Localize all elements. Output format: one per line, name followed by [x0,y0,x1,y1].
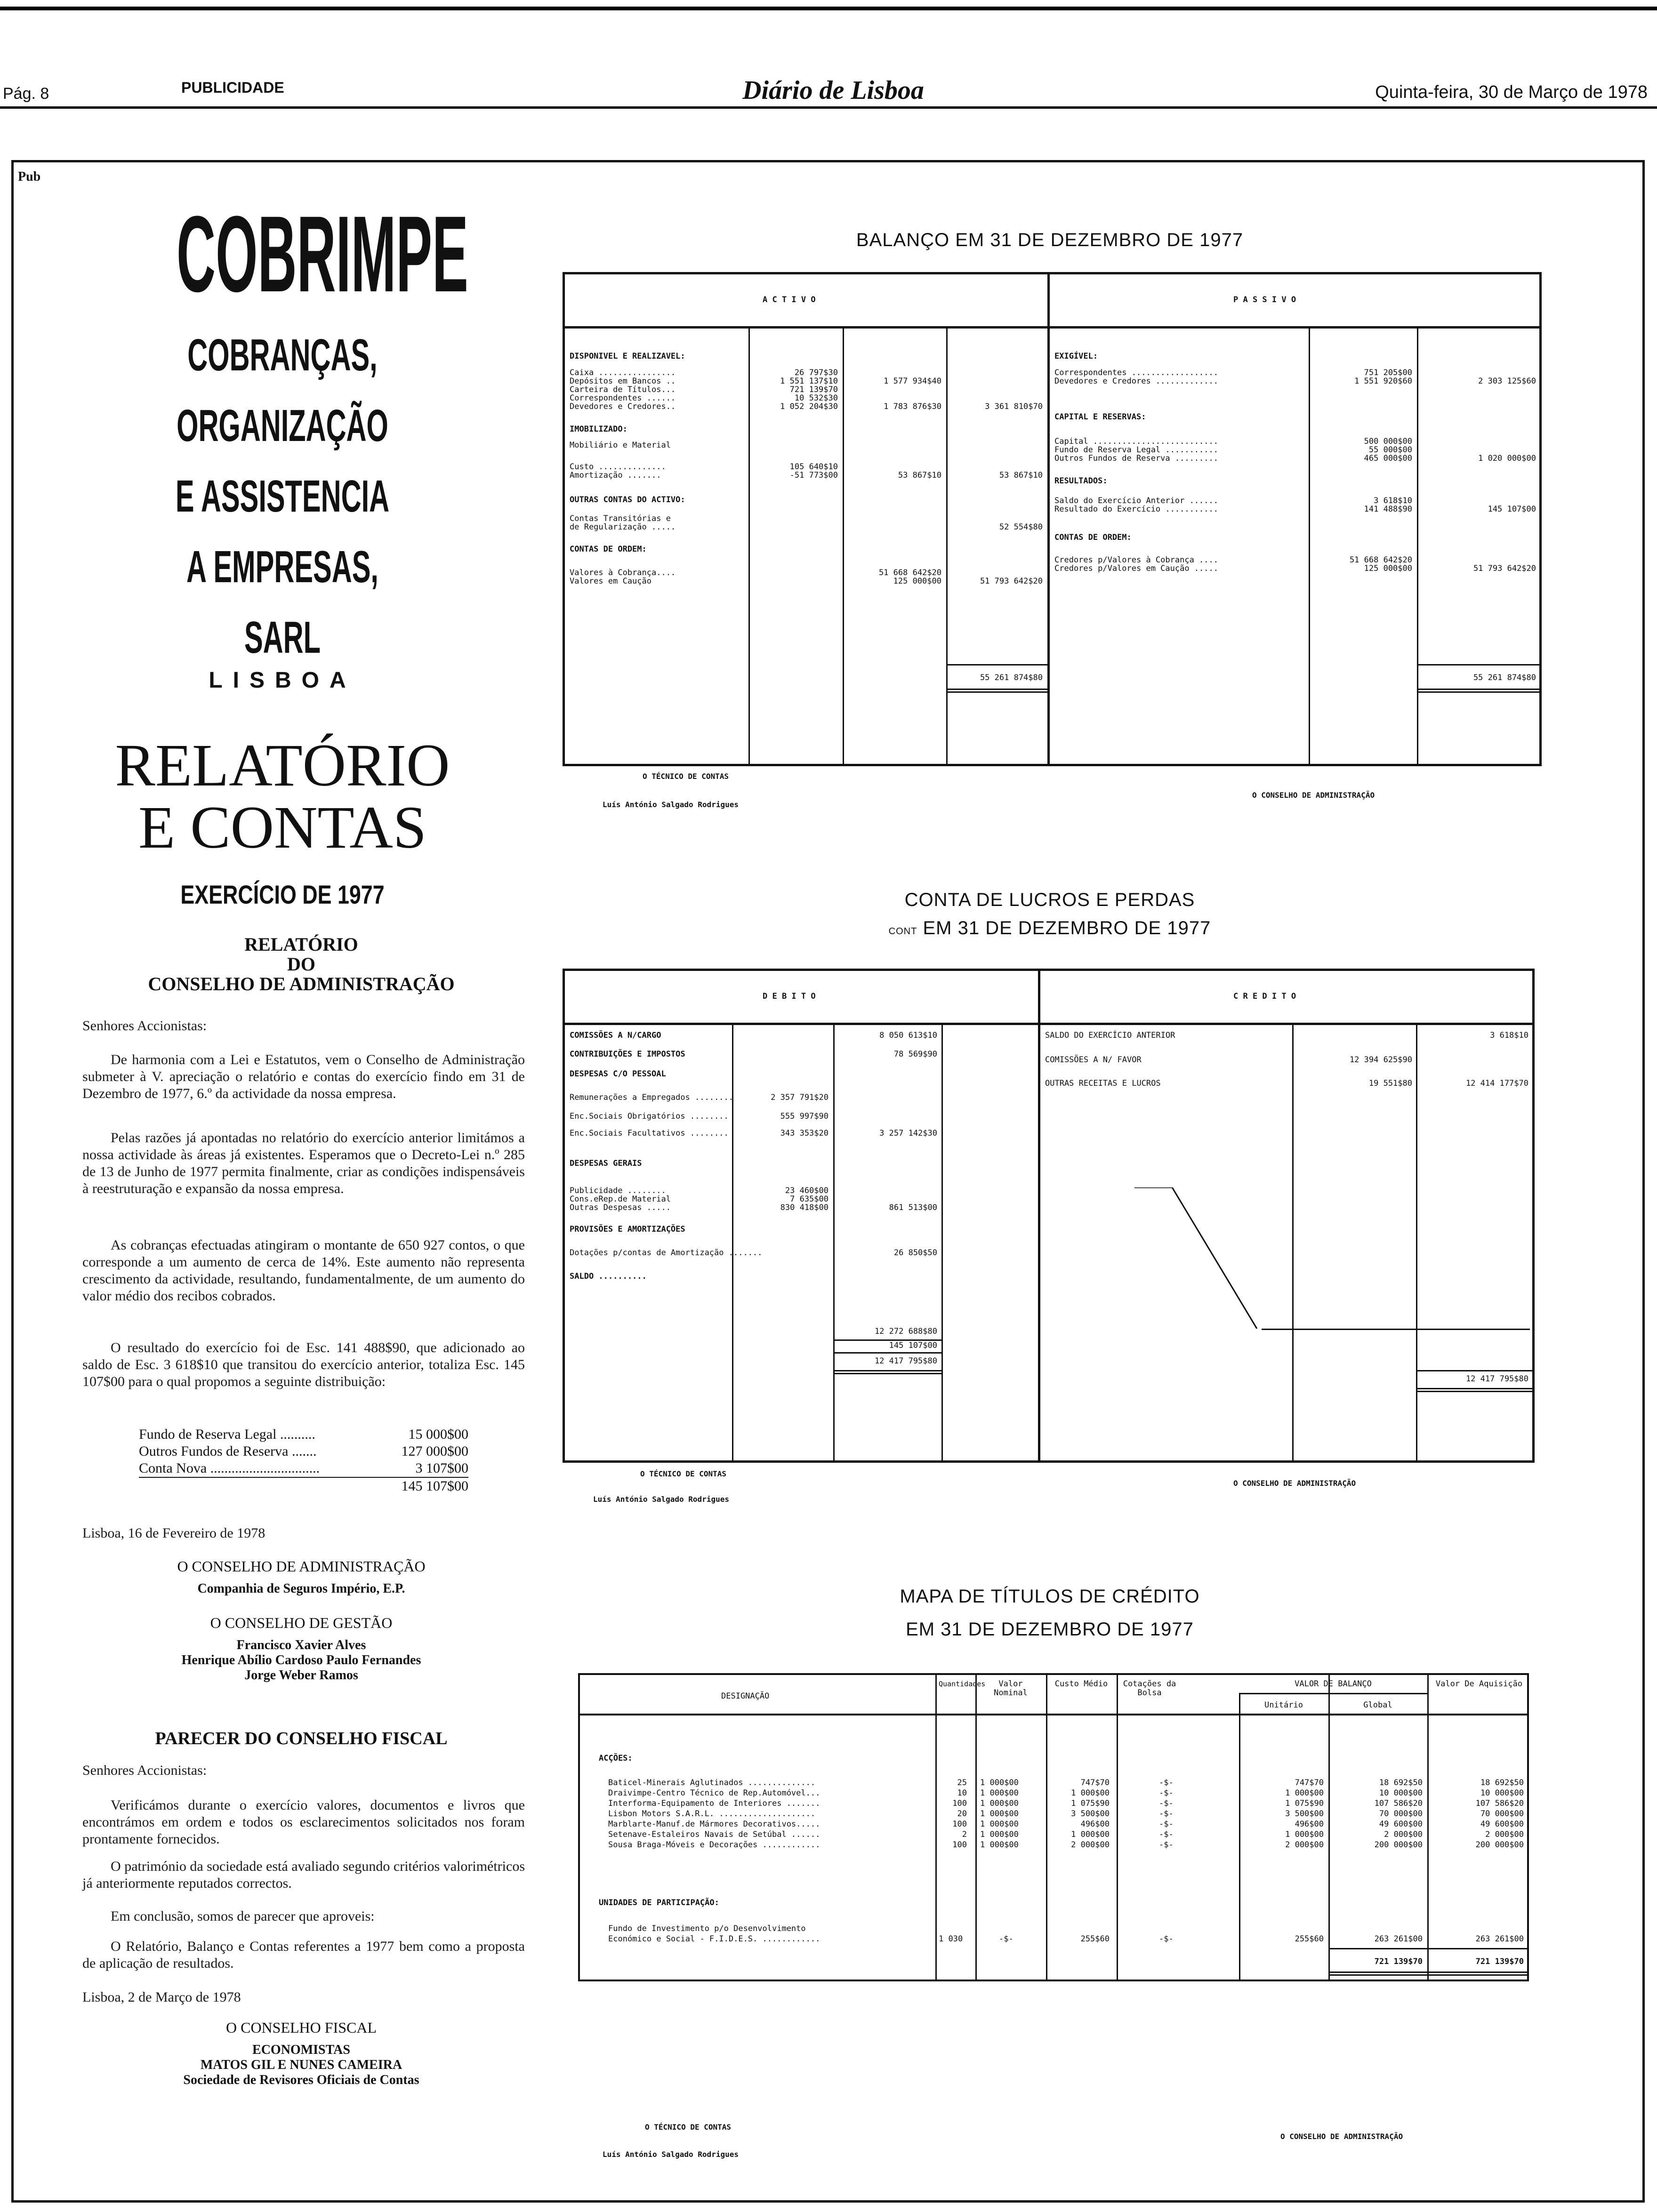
report-title [71,732,494,861]
passivo-col1-value: 141 488$90 [1364,505,1412,514]
debito-row-label: CONTRIBUIÇÕES E IMPOSTOS [570,1050,685,1059]
activo-col1-value: 1 052 204$30 [780,402,838,411]
place-date: Lisboa, 2 de Março de 1978 [82,1989,241,2005]
pub-label: Pub [18,169,41,184]
balanco-title: BALANÇO EM 31 DE DEZEMBRO DE 1977 [856,230,1244,250]
total-aquisicao: 721 139$70 [1475,1957,1524,1966]
debito-row-label: Remunerações a Empregados ........ [570,1093,733,1102]
activo-col2-value: 51 668 642$20 [878,568,941,577]
debito-row-label: Dotações p/contas de Amortização ....... [570,1248,763,1258]
credito-total: 12 417 795$80 [1465,1374,1528,1384]
col-quantidades: Quantidades [939,1680,986,1688]
column-divider [1047,274,1050,764]
passivo-row-label: Devedores e Credores ............. [1054,377,1218,386]
activo-row-label: Carteira de Títulos... [570,385,676,394]
distribution-label: Fundo de Reserva Legal .......... [139,1427,315,1442]
accao-unitario: 1 075$90 [1285,1799,1324,1808]
column-divider [833,1023,835,1460]
subtitle-line: A EMPRESAS, [186,542,378,592]
accao-cotacao: -$- [1159,1819,1174,1829]
tecnico-label: O TÉCNICO DE CONTAS [640,1469,727,1478]
tecnico-name: Luís António Salgado Rodrigues [593,1495,729,1504]
activo-total: 55 261 874$80 [980,673,1043,682]
debito-col2-value: 26 850$50 [893,1248,937,1258]
activo-col1-value: -51 773$00 [789,471,838,480]
fiscal-member: MATOS GIL E NUNES CAMEIRA [200,2058,402,2072]
debito-total: 12 417 795$80 [874,1356,937,1366]
column-divider [935,1675,937,1980]
fides-aquisicao: 263 261$00 [1475,1934,1524,1944]
subtitle-line: SARL [244,612,321,663]
activo-row-label: Devedores e Credores.. [570,402,676,411]
passivo-col1-value: 3 618$10 [1374,496,1412,505]
fides-nominal: -$- [999,1934,1014,1944]
report-heading [71,935,532,994]
total-rule [946,664,1047,665]
debito-row-label: DESPESAS GERAIS [570,1159,642,1168]
activo-col2-value: 125 000$00 [893,577,941,586]
subtitle-line: ORGANIZAÇÃO [177,401,388,451]
passivo-total: 55 261 874$80 [1473,673,1536,682]
column-divider [941,1023,943,1460]
accao-aquisicao: 107 586$20 [1475,1799,1524,1808]
column-divider [1328,1675,1330,1980]
report-heading-line: DO [287,954,315,975]
total-rule [833,1370,941,1371]
column-divider [748,326,750,764]
accao-aquisicao: 18 692$50 [1480,1778,1524,1787]
distribution-row [139,1443,468,1460]
passivo-col1-value: 465 000$00 [1364,454,1412,463]
board-title: O CONSELHO DE ADMINISTRAÇÃO [177,1558,426,1575]
fiscal-member: ECONOMISTAS [252,2043,350,2057]
lucros-subtitle-prefix: CONT [888,926,917,937]
passivo-row-label: Credores p/Valores à Cobrança .... [1054,555,1218,565]
accao-qty: 10 [957,1788,967,1798]
page-number: Pág. 8 [3,85,49,103]
exercise-label [71,879,494,910]
issue-date: Quinta-feira, 30 de Março de 1978 [1375,82,1648,102]
distribution-table [139,1426,468,1495]
accao-unitario: 1 000$00 [1285,1830,1324,1839]
debito-row-label: Publicidade ........ [570,1186,666,1195]
passivo-col1-value: 125 000$00 [1364,564,1412,573]
debito-row-label: SALDO .......... [570,1272,647,1281]
total-rule [1262,1329,1530,1330]
fides-line1: Fundo de Investimento p/o Desenvolvimento [608,1924,806,1933]
credito-col2-value: 12 414 177$70 [1465,1079,1528,1088]
accao-global: 10 000$00 [1379,1788,1423,1798]
activo-col2-value: 53 867$10 [898,471,941,480]
accao-qty: 100 [952,1819,967,1829]
lucros-title: CONTA DE LUCROS E PERDAS [904,890,1195,910]
distribution-row [139,1426,468,1443]
fiscal-member: Sociedade de Revisores Oficiais de Contas [183,2073,419,2087]
distribution-value: 127 000$00 [401,1443,468,1459]
activo-row-label: Contas Transitórias e [570,514,671,523]
report-paragraph: O resultado do exercício foi de Esc. 141 488$90, que adicionado ao saldo de Esc. 3 618$10 que transitou do exercício anterior, totaliza Esc. 145 107$00 para o qual propomos a seguinte distribuição: [82,1340,525,1389]
credito-header: C R E D I T O [1233,992,1296,1001]
passivo-col1-value: 500 000$00 [1364,437,1412,446]
column-divider [1427,1675,1429,1980]
debito-col2-value: 78 569$90 [893,1050,937,1059]
debito-row-label: PROVISÕES E AMORTIZAÇÕES [570,1225,685,1234]
accao-name: Setenave-Estaleiros Navais de Setúbal ...... [608,1830,820,1839]
accao-unitario: 3 500$00 [1285,1809,1324,1819]
accao-aquisicao: 49 600$00 [1480,1819,1524,1829]
passivo-col1-value: 751 205$00 [1364,368,1412,377]
credito-row-label: COMISSÕES A N/ FAVOR [1045,1055,1142,1065]
total-rule [833,1352,941,1354]
accao-global: 70 000$00 [1379,1809,1423,1819]
cancel-line [1134,1187,1266,1338]
conselho-label: O CONSELHO DE ADMINISTRAÇÃO [1280,2132,1403,2141]
unidades-label: UNIDADES DE PARTICIPAÇÃO: [599,1898,719,1907]
lucros-subtitle-text: EM 31 DE DEZEMBRO DE 1977 [923,918,1211,938]
total-rule [833,1373,941,1374]
activo-row-label: DISPONIVEL E REALIZAVEL: [570,352,685,361]
titulos-table [578,1673,1529,1981]
accao-name: Sousa Braga-Móveis e Decorações ............ [608,1840,820,1850]
column-divider [1417,326,1418,764]
credito-col1-value: 12 394 625$90 [1349,1055,1412,1065]
place-date: Lisboa, 16 de Fevereiro de 1978 [82,1525,265,1541]
exercise-text: EXERCÍCIO DE 1977 [180,880,385,909]
passivo-row-label: Saldo do Exercício Anterior ...... [1054,496,1218,505]
activo-row-label: de Regularização ..... [570,522,676,532]
passivo-row-label: Outros Fundos de Reserva ......... [1054,454,1218,463]
accao-qty: 25 [957,1778,967,1787]
debito-row-label: Outras Despesas ..... [570,1203,671,1212]
report-heading-line: RELATÓRIO [244,934,358,955]
debito-subtotal: 12 272 688$80 [874,1327,937,1336]
col-designacao: DESIGNAÇÃO [721,1691,770,1701]
titulos-subtitle: EM 31 DE DEZEMBRO DE 1977 [906,1619,1194,1640]
column-divider [1046,1675,1047,1980]
activo-row-label: Correspondentes ...... [570,393,676,403]
accao-aquisicao: 10 000$00 [1480,1788,1524,1798]
passivo-header: P A S S I V O [1233,295,1296,305]
activo-row-label: Valores em Caução [570,577,652,586]
passivo-row-label: Capital .......................... [1054,437,1218,446]
debito-col1-value: 2 357 791$20 [771,1093,828,1102]
debito-col2-value: 861 513$00 [889,1203,937,1212]
accao-custo: 1 075$90 [1071,1799,1110,1808]
debito-col1-value: 343 353$20 [780,1129,828,1138]
debito-row-label: Enc.Sociais Obrigatórios ........ [570,1112,729,1121]
accao-custo: 496$00 [1080,1819,1110,1829]
report-title-line: RELATÓRIO [115,732,450,799]
fiscal-paragraph: Em conclusão, somos de parecer que aproveis: [111,1908,375,1924]
column-divider [975,1675,977,1980]
total-rule [1328,1972,1527,1973]
header-rule [1239,1693,1427,1694]
total-rule [946,691,1047,693]
company-name [71,193,494,314]
balanco-table [563,272,1542,766]
fiscal-paragraph: Verificámos durante o exercício valores, documentos e livros que encontrámos em ordem e todos os esclarecimentos solicitados nos foram prontamente fornecidos. [82,1797,525,1847]
accao-name: Draivimpe-Centro Técnico de Rep.Automóvel... [608,1788,820,1798]
col-global: Global [1363,1700,1392,1710]
debito-saldo: 145 107$00 [889,1341,937,1350]
fiscal-heading: PARECER DO CONSELHO FISCAL [155,1729,448,1748]
subtitle-line: COBRANÇAS, [187,330,378,380]
passivo-row-label: Fundo de Reserva Legal ........... [1054,445,1218,455]
activo-row-label: CONTAS DE ORDEM: [570,545,647,554]
debito-col1-value: 23 460$00 [785,1186,828,1195]
debito-row-label: COMISSÕES A N/CARGO [570,1031,661,1040]
passivo-col2-value: 51 793 642$20 [1473,564,1536,573]
column-divider [1239,1693,1240,1980]
board-member: Companhia de Seguros Império, E.P. [197,1581,405,1596]
accao-cotacao: -$- [1159,1788,1174,1798]
activo-header: A C T I V O [763,295,816,305]
cancel-stroke [1134,1187,1257,1329]
total-rule [1328,1948,1527,1949]
conselho-label: O CONSELHO DE ADMINISTRAÇÃO [1252,791,1375,800]
subtitle-line: E ASSISTENCIA [175,471,390,521]
debito-col1-value: 830 418$00 [780,1203,828,1212]
fides-global: 263 261$00 [1374,1934,1423,1944]
board-member: Henrique Abílio Cardoso Paulo Fernandes [181,1653,421,1667]
page-header [0,0,1657,122]
fiscal-board-title: O CONSELHO FISCAL [225,2019,377,2036]
distribution-row [139,1460,468,1477]
accao-custo: 1 000$00 [1071,1830,1110,1839]
passivo-row-label: Resultado do Exercício ........... [1054,505,1218,514]
header-top-rule [0,7,1657,10]
tecnico-label: O TÉCNICO DE CONTAS [643,772,729,781]
activo-row-label: Amortização ....... [570,471,661,480]
accao-nominal: 1 000$00 [980,1799,1019,1808]
activo-col1-value: 26 797$30 [794,368,838,377]
activo-row-label: Valores à Cobrança.... [570,568,676,577]
total-rule [1417,691,1539,693]
accao-qty: 2 [962,1830,967,1839]
accao-global: 2 000$00 [1384,1830,1423,1839]
col-cotacoes: Cotações da Bolsa [1123,1679,1176,1698]
newspaper-title: Diário de Lisboa [742,76,924,105]
activo-col1-value: 105 640$10 [789,462,838,472]
debito-row-label: Cons.eRep.de Material [570,1194,671,1204]
tecnico-name: Luís António Salgado Rodrigues [603,2150,739,2159]
passivo-col1-value: 51 668 642$20 [1349,555,1412,565]
passivo-row-label: Correspondentes .................. [1054,368,1218,377]
activo-col3-value: 53 867$10 [999,471,1043,480]
debito-row-label: Enc.Sociais Facultativos ........ [570,1129,729,1138]
column-divider [1117,1675,1118,1980]
col-valor-balanco: VALOR DE BALANÇO [1295,1679,1372,1689]
accao-name: Marblarte-Manuf.de Mármores Decorativos..... [608,1819,820,1829]
col-valor-aquisicao: Valor De Aquisição [1435,1679,1523,1689]
distribution-label: Conta Nova ............................... [139,1460,320,1476]
activo-col3-value: 51 793 642$20 [980,577,1043,586]
accao-nominal: 1 000$00 [980,1778,1019,1787]
passivo-row-label: CAPITAL E RESERVAS: [1054,412,1146,422]
accao-qty: 100 [952,1799,967,1808]
company-subtitle [71,320,494,673]
distribution-value: 3 107$00 [415,1460,468,1476]
accao-global: 200 000$00 [1374,1840,1423,1850]
accao-qty: 100 [952,1840,967,1850]
activo-col3-value: 52 554$80 [999,522,1043,532]
board-member: Jorge Weber Ramos [244,1668,358,1683]
lucros-subtitle [555,918,1544,939]
activo-col2-value: 1 577 934$40 [884,377,941,386]
header-rule [565,1023,1532,1025]
column-divider [1038,971,1040,1460]
header-rule [565,326,1539,329]
debito-header: D E B I T O [763,992,816,1001]
column-divider [1292,1023,1294,1460]
column-divider [1309,326,1310,764]
activo-col1-value: 1 551 137$10 [780,377,838,386]
col-unitario: Unitário [1264,1700,1303,1710]
accao-unitario: 1 000$00 [1285,1788,1324,1798]
accao-unitario: 496$00 [1295,1819,1324,1829]
management-board-title: O CONSELHO DE GESTÃO [210,1614,393,1631]
header-rule [580,1714,1527,1715]
fides-name: Económico e Social - F.I.D.E.S. ............ [608,1934,820,1944]
debito-col2-value: 3 257 142$30 [879,1129,937,1138]
tecnico-name: Luís António Salgado Rodrigues [603,800,739,809]
passivo-col1-value: 55 000$00 [1368,445,1412,455]
total-rule [1328,1974,1527,1976]
fiscal-paragraph: O património da sociedade está avaliado segundo critérios valorimétricos já anteriormente reputados correctos. [82,1859,525,1891]
column-divider [1416,1023,1417,1460]
passivo-col2-value: 1 020 000$00 [1478,454,1536,463]
total-rule [1416,1391,1534,1392]
credito-row-label: SALDO DO EXERCÍCIO ANTERIOR [1045,1031,1175,1040]
passivo-row-label: CONTAS DE ORDEM: [1054,533,1132,542]
accao-global: 107 586$20 [1374,1799,1423,1808]
total-rule [1417,689,1539,690]
titulos-title: MAPA DE TÍTULOS DE CRÉDITO [900,1586,1200,1607]
activo-row-label: Mobiliário e Material [570,441,671,450]
accao-cotacao: -$- [1159,1799,1174,1808]
accao-custo: 1 000$00 [1071,1788,1110,1798]
accao-cotacao: -$- [1159,1778,1174,1787]
passivo-col2-value: 145 107$00 [1488,505,1536,514]
passivo-row-label: Credores p/Valores em Caução ..... [1054,564,1218,573]
management-board-members [71,1638,532,1683]
accao-aquisicao: 200 000$00 [1475,1840,1524,1850]
total-rule [946,689,1047,690]
fiscal-board-members [71,2043,532,2088]
distribution-label: Outros Fundos de Reserva ....... [139,1443,317,1459]
credito-col2-value: 3 618$10 [1490,1031,1528,1040]
accao-global: 49 600$00 [1379,1819,1423,1829]
report-title-line: E CONTAS [138,794,426,861]
report-paragraph: De harmonia com a Lei e Estatutos, vem o Conselho de Administração submeter à V. apreciação o relatório e contas do exercício findo em 31 de Dezembro de 1977, 6.º da actividade da nossa empresa. [82,1052,525,1101]
activo-col2-value: 1 783 876$30 [884,402,941,411]
accao-nominal: 1 000$00 [980,1819,1019,1829]
greeting: Senhores Accionistas: [82,1018,207,1034]
report-heading-line: CONSELHO DE ADMINISTRAÇÃO [148,973,455,994]
fides-custo: 255$60 [1080,1934,1110,1944]
activo-col1-value: 10 532$30 [794,393,838,403]
debito-col1-value: 7 635$00 [790,1194,828,1204]
accao-custo: 747$70 [1080,1778,1110,1787]
activo-row-label: Caixa ................ [570,368,676,377]
accao-custo: 2 000$00 [1071,1840,1110,1850]
activo-row-label: OUTRAS CONTAS DO ACTIVO: [570,495,685,505]
total-rule [1416,1388,1534,1389]
col-valor-nominal: Valor Nominal [994,1679,1028,1698]
tecnico-label: O TÉCNICO DE CONTAS [645,2123,732,2132]
header-bottom-rule [0,106,1657,109]
credito-col1-value: 19 551$80 [1368,1079,1412,1088]
accao-unitario: 747$70 [1295,1778,1324,1787]
total-rule [1416,1370,1534,1371]
activo-col1-value: 721 139$70 [789,385,838,394]
accao-cotacao: -$- [1159,1809,1174,1819]
fides-cotacao: -$- [1159,1934,1174,1944]
total-rule [1417,664,1539,665]
accao-name: Lisbon Motors S.A.R.L. .................... [608,1809,816,1819]
conselho-label: O CONSELHO DE ADMINISTRAÇÃO [1233,1479,1356,1488]
accao-unitario: 2 000$00 [1285,1840,1324,1850]
city-label: LISBOA [209,668,356,693]
activo-row-label: IMOBILIZADO: [570,425,627,434]
passivo-col1-value: 1 551 920$60 [1354,377,1412,386]
column-divider [732,1023,733,1460]
fides-unitario: 255$60 [1295,1934,1324,1944]
passivo-row-label: EXIGÍVEL: [1054,352,1098,361]
accao-global: 18 692$50 [1379,1778,1423,1787]
distribution-value: 15 000$00 [408,1427,468,1442]
report-paragraph: Pelas razões já apontadas no relatório do exercício anterior limitámos a nossa actividade às áreas já existentes. Esperamos que o Decreto-Lei n.º 285 de 13 de Junho de 1977 permita finalmente, criar as condições indispensáveis à reestruturação e expansão da nossa empresa. [82,1130,525,1196]
activo-col3-value: 3 361 810$70 [985,402,1043,411]
company-name-text: COBRIMPE [177,193,468,314]
debito-col1-value: 555 997$90 [780,1112,828,1121]
report-paragraph: As cobranças efectuadas atingiram o montante de 650 927 contos, o que corresponde a um aumento de cerca de 14%. Este aumento não representa crescimento da actividade, resultando, fundamentalmente, de um aumento do valor médio dos recibos cobrados. [82,1237,525,1304]
passivo-row-label: RESULTADOS: [1054,476,1108,486]
col-custo-medio: Custo Médio [1054,1679,1108,1689]
accao-name: Baticel-Minerais Aglutinados .............. [608,1778,816,1787]
board-member: Francisco Xavier Alves [236,1638,366,1652]
greeting: Senhores Accionistas: [82,1763,207,1778]
debito-row-label: DESPESAS C/O PESSOAL [570,1069,666,1079]
section-label: PUBLICIDADE [181,79,284,96]
accao-nominal: 1 000$00 [980,1788,1019,1798]
accao-name: Interforma-Equipamento de Interiores ....... [608,1799,820,1808]
column-divider [843,326,844,764]
credito-row-label: OUTRAS RECEITAS E LUCROS [1045,1079,1161,1088]
accao-cotacao: -$- [1159,1830,1174,1839]
passivo-col2-value: 2 303 125$60 [1478,377,1536,386]
activo-row-label: Custo .............. [570,462,666,472]
accao-aquisicao: 70 000$00 [1480,1809,1524,1819]
column-divider [946,326,948,764]
accao-cotacao: -$- [1159,1840,1174,1850]
total-global: 721 139$70 [1374,1957,1423,1966]
accao-nominal: 1 000$00 [980,1809,1019,1819]
debito-col2-value: 8 050 613$10 [879,1031,937,1040]
accao-aquisicao: 2 000$00 [1485,1830,1524,1839]
accao-nominal: 1 000$00 [980,1830,1019,1839]
accoes-label: ACÇÕES: [599,1754,633,1763]
distribution-total: 145 107$00 [139,1477,468,1495]
accao-nominal: 1 000$00 [980,1840,1019,1850]
lucros-table [563,969,1535,1463]
accao-custo: 3 500$00 [1071,1809,1110,1819]
fides-qty: 1 030 [939,1934,963,1944]
accao-qty: 20 [957,1809,967,1819]
activo-row-label: Depósitos em Bancos .. [570,377,676,386]
fiscal-paragraph: O Relatório, Balanço e Contas referentes a 1977 bem como a proposta de aplicação de resultados. [82,1939,525,1971]
